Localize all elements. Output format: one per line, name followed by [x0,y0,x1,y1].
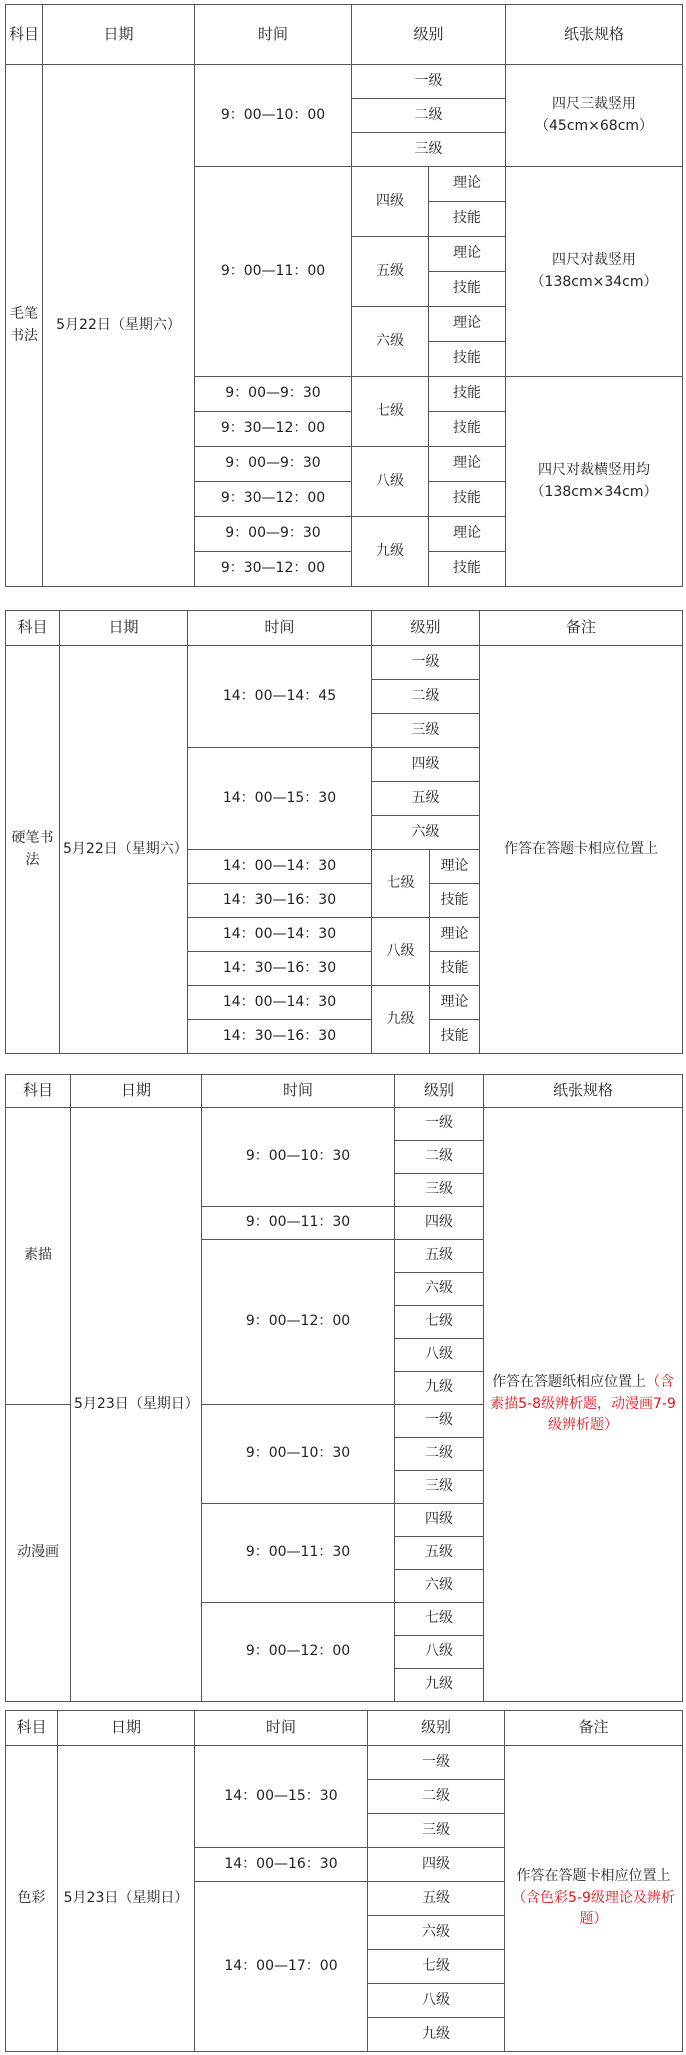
level-cell: 二级 [395,1438,484,1471]
time-cell: 9：00—11：00 [195,167,352,377]
header-subject: 科目 [6,611,60,646]
part-cell: 理论 [429,517,506,552]
part-cell: 技能 [429,272,506,307]
part-cell: 理论 [430,850,480,884]
header-note: 备注 [480,611,683,646]
header-date: 日期 [60,611,188,646]
header-time: 时间 [188,611,372,646]
date-cell: 5月22日（星期六） [43,65,195,587]
time-cell: 9：30—12：00 [195,482,352,517]
header-level: 级别 [368,1711,505,1746]
header-date: 日期 [58,1711,195,1746]
part-cell: 技能 [429,412,506,447]
paper-cell: 四尺对裁横竖用均 （138cm×34cm） [506,377,683,587]
level-cell: 三级 [352,133,506,167]
part-cell: 理论 [429,447,506,482]
paper-cell: 四尺对裁竖用 （138cm×34cm） [506,167,683,377]
level-cell: 一级 [372,646,480,680]
level-cell: 二级 [395,1141,484,1174]
level-cell: 六级 [395,1273,484,1306]
header-time: 时间 [195,1711,368,1746]
calligraphy-pen-table [5,610,683,1054]
paper-cell: 作答在答题纸相应位置上（含素描5-8级辨析题，动漫画7-9级辨析题） [484,1108,683,1702]
part-cell: 技能 [430,952,480,986]
level-cell: 七级 [352,377,429,447]
level-cell: 四级 [395,1207,484,1240]
time-cell: 9：00—10：00 [195,65,352,167]
time-cell: 14：00—17：00 [195,1882,368,2052]
header-time: 时间 [195,5,352,65]
level-cell: 七级 [368,1950,505,1984]
level-cell: 七级 [395,1306,484,1339]
level-cell: 八级 [372,918,430,986]
time-cell: 14：30—16：30 [188,952,372,986]
part-cell: 技能 [429,552,506,587]
level-cell: 一级 [352,65,506,99]
time-cell: 9：00—11：30 [202,1207,395,1240]
color-painting-table [5,1710,683,2052]
level-cell: 六级 [352,307,429,377]
header-paper: 纸张规格 [506,5,683,65]
level-cell: 七级 [372,850,430,918]
level-cell: 二级 [352,99,506,133]
part-cell: 理论 [430,918,480,952]
time-cell: 9：00—10：30 [202,1405,395,1504]
level-cell: 九级 [372,986,430,1054]
level-cell: 三级 [395,1471,484,1504]
level-cell: 五级 [372,782,480,816]
header-time: 时间 [202,1075,395,1108]
calligraphy-brush-table [5,4,683,587]
level-cell: 六级 [395,1570,484,1603]
subject-cell: 色彩 [6,1746,58,2052]
time-cell: 9：00—9：30 [195,447,352,482]
header-level: 级别 [372,611,480,646]
level-cell: 五级 [395,1537,484,1570]
subject-cell: 毛笔书法 [6,65,43,587]
header-subject: 科目 [6,1075,71,1108]
level-cell: 五级 [395,1240,484,1273]
header-subject: 科目 [6,1711,58,1746]
time-cell: 9：30—12：00 [195,412,352,447]
sketch-animation-table [5,1074,683,1702]
level-cell: 四级 [372,748,480,782]
note-cell: 作答在答题卡相应位置上 [480,646,683,1054]
part-cell: 理论 [430,986,480,1020]
part-cell: 技能 [430,1020,480,1054]
level-cell: 五级 [352,237,429,307]
date-cell: 5月23日（星期日） [58,1746,195,2052]
date-cell: 5月22日（星期六） [60,646,188,1054]
level-cell: 一级 [395,1405,484,1438]
part-cell: 技能 [430,884,480,918]
header-note: 备注 [505,1711,683,1746]
level-cell: 四级 [395,1504,484,1537]
time-cell: 14：00—14：30 [188,918,372,952]
header-subject: 科目 [6,5,43,65]
level-cell: 三级 [395,1174,484,1207]
level-cell: 八级 [395,1339,484,1372]
time-cell: 14：00—14：30 [188,850,372,884]
time-cell: 14：00—16：30 [195,1848,368,1882]
level-cell: 五级 [368,1882,505,1916]
level-cell: 七级 [395,1603,484,1636]
time-cell: 9：00—10：30 [202,1108,395,1207]
time-cell: 14：00—15：30 [195,1746,368,1848]
level-cell: 三级 [368,1814,505,1848]
time-cell: 14：00—14：30 [188,986,372,1020]
date-cell: 5月23日（星期日） [71,1108,202,1702]
level-cell: 四级 [352,167,429,237]
level-cell: 九级 [352,517,429,587]
paper-cell: 四尺三裁竖用 （45cm×68cm） [506,65,683,167]
part-cell: 理论 [429,167,506,202]
level-cell: 八级 [395,1636,484,1669]
time-cell: 9：00—12：00 [202,1240,395,1405]
subject-cell: 素描 [6,1108,71,1405]
header-level: 级别 [395,1075,484,1108]
level-cell: 六级 [372,816,480,850]
level-cell: 四级 [368,1848,505,1882]
level-cell: 六级 [368,1916,505,1950]
level-cell: 九级 [368,2018,505,2052]
part-cell: 技能 [429,377,506,412]
time-cell: 14：30—16：30 [188,884,372,918]
level-cell: 八级 [368,1984,505,2018]
time-cell: 14：00—15：30 [188,748,372,850]
time-cell: 9：00—9：30 [195,377,352,412]
part-cell: 技能 [429,342,506,377]
level-cell: 一级 [368,1746,505,1780]
level-cell: 一级 [395,1108,484,1141]
level-cell: 三级 [372,714,480,748]
header-date: 日期 [71,1075,202,1108]
part-cell: 技能 [429,482,506,517]
time-cell: 9：00—9：30 [195,517,352,552]
header-level: 级别 [352,5,506,65]
level-cell: 二级 [368,1780,505,1814]
time-cell: 9：00—12：00 [202,1603,395,1702]
time-cell: 9：00—11：30 [202,1504,395,1603]
level-cell: 九级 [395,1372,484,1405]
subject-cell: 硬笔书法 [6,646,60,1054]
part-cell: 技能 [429,202,506,237]
part-cell: 理论 [429,307,506,342]
level-cell: 九级 [395,1669,484,1702]
level-cell: 二级 [372,680,480,714]
header-date: 日期 [43,5,195,65]
header-paper: 纸张规格 [484,1075,683,1108]
level-cell: 八级 [352,447,429,517]
time-cell: 9：30—12：00 [195,552,352,587]
time-cell: 14：30—16：30 [188,1020,372,1054]
part-cell: 理论 [429,237,506,272]
note-cell: 作答在答题卡相应位置上（含色彩5-9级理论及辨析题） [505,1746,683,2052]
time-cell: 14：00—14：45 [188,646,372,748]
subject-cell: 动漫画 [6,1405,71,1702]
